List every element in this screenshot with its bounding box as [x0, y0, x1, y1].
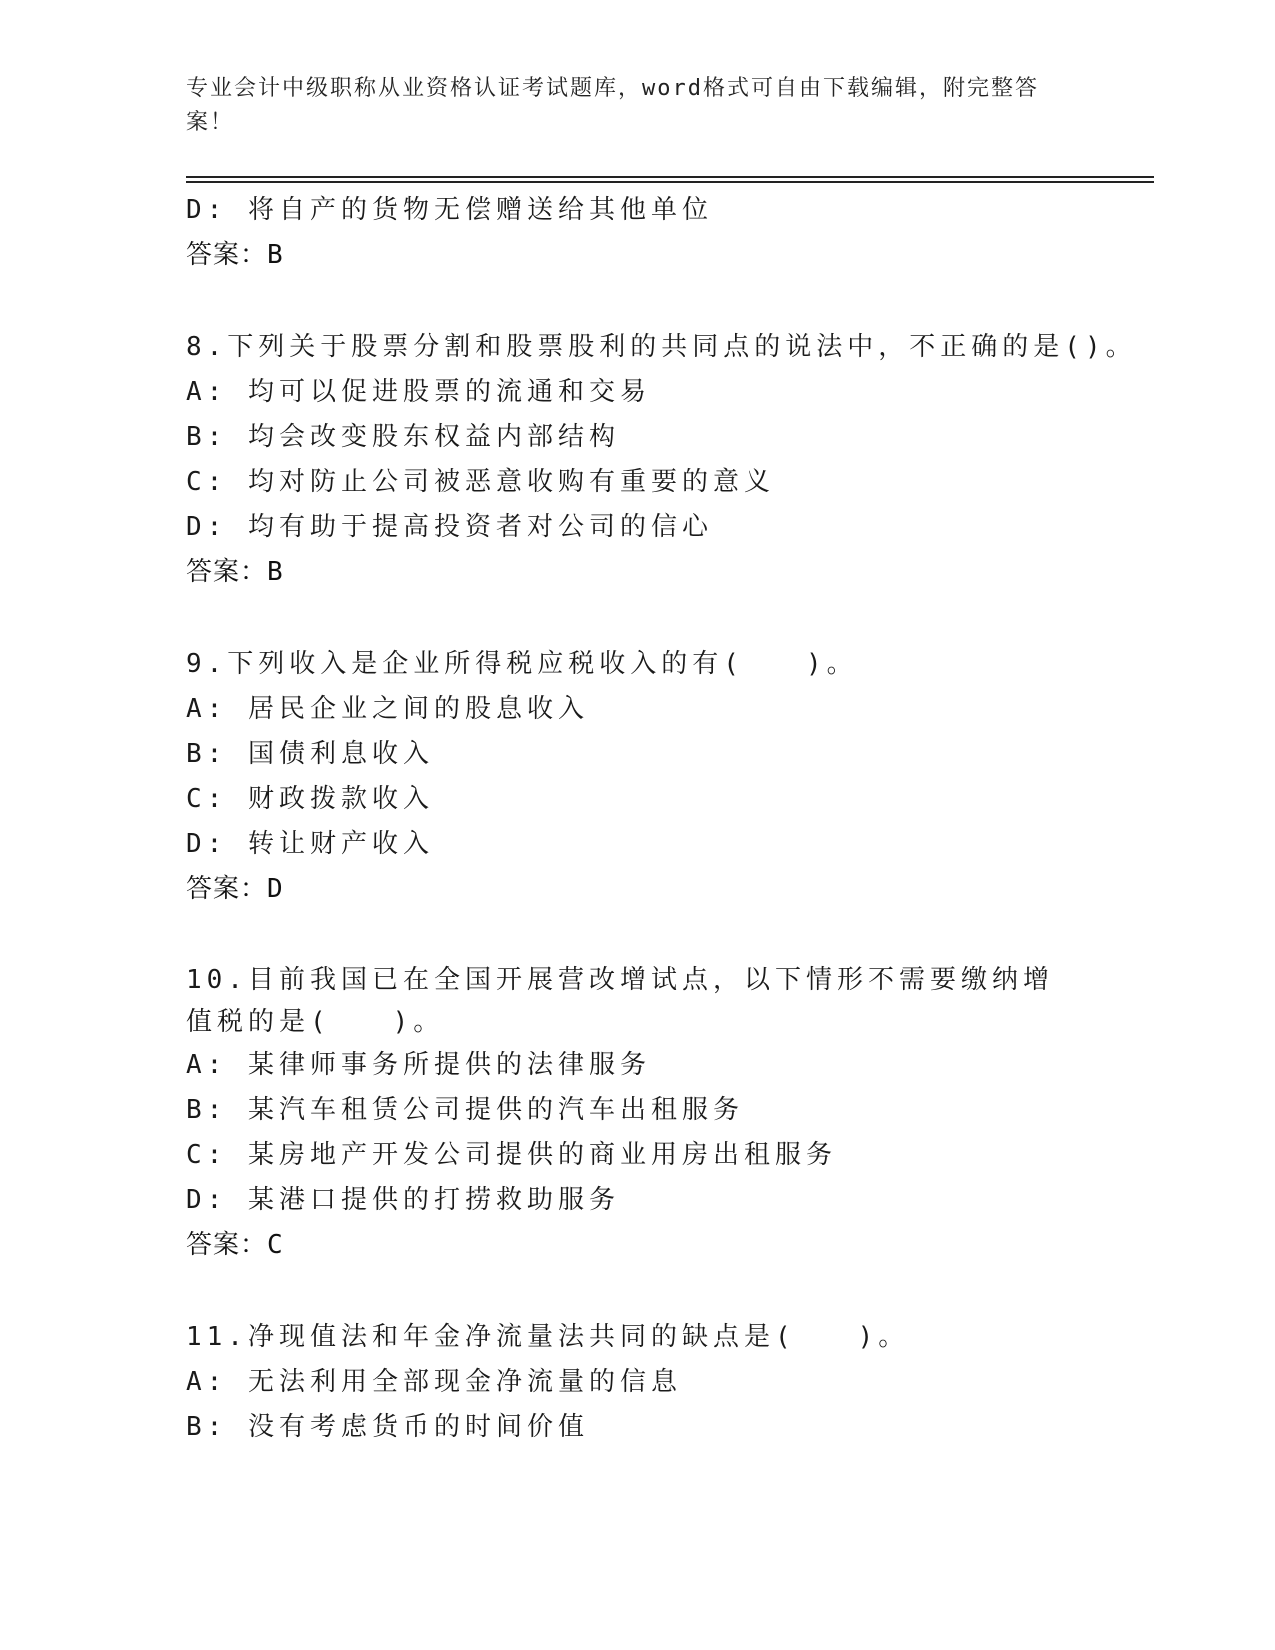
answer-line: [186, 550, 1146, 595]
answer-label: 答案：: [186, 240, 268, 270]
option-a: A: 无法利用全部现金净流量的信息: [186, 1367, 682, 1397]
option-d: D: 某港口提供的打捞救助服务: [186, 1185, 620, 1215]
page-header: 专业会计中级职称从业资格认证考试题库，word格式可自由下载编辑，附完整答案！: [186, 76, 1039, 135]
answer-value: D: [267, 874, 284, 904]
answer-label: 答案：: [186, 1230, 268, 1260]
question-9: [186, 642, 1146, 912]
option-b: B: 某汽车租赁公司提供的汽车出租服务: [186, 1095, 744, 1125]
option-b: B: 均会改变股东权益内部结构: [186, 422, 620, 452]
option-d: D: 转让财产收入: [186, 829, 434, 859]
spacer: [186, 1268, 1146, 1315]
question-text: 11.净现值法和年金净流量法共同的缺点是( )。: [186, 1322, 910, 1352]
answer-label: 答案：: [186, 874, 268, 904]
question-text: 8.下列关于股票分割和股票股利的共同点的说法中，不正确的是()。: [186, 332, 1137, 362]
answer-value: B: [267, 240, 284, 270]
question-text: 10.目前我国已在全国开展营改增试点，以下情形不需要缴纳增值税的是( )。: [186, 965, 1054, 1037]
answer-line: [186, 867, 1146, 912]
question-8: [186, 325, 1146, 595]
spacer: [186, 912, 1146, 959]
option-a: A: 居民企业之间的股息收入: [186, 694, 589, 724]
option-a: A: 某律师事务所提供的法律服务: [186, 1050, 651, 1080]
header-divider-top: [186, 176, 1154, 178]
option-d: D: 将自产的货物无偿赠送给其他单位: [186, 195, 713, 225]
option-c: C: 均对防止公司被恶意收购有重要的意义: [186, 467, 775, 497]
answer-value: B: [267, 557, 284, 587]
answer-line: [186, 1223, 1146, 1268]
option-d: D: 均有助于提高投资者对公司的信心: [186, 512, 713, 542]
question-10: [186, 959, 1146, 1268]
answer-value: C: [267, 1230, 284, 1260]
answer-label: 答案：: [186, 557, 268, 587]
option-b: B: 没有考虑货币的时间价值: [186, 1412, 589, 1442]
header-divider-bottom: [186, 181, 1154, 183]
question-content: [186, 188, 1146, 1450]
option-c: C: 某房地产开发公司提供的商业用房出租服务: [186, 1140, 837, 1170]
question-text: 9.下列收入是企业所得税应税收入的有( )。: [186, 649, 858, 679]
option-b: B: 国债利息收入: [186, 739, 434, 769]
option-c: C: 财政拨款收入: [186, 784, 434, 814]
spacer: [186, 278, 1146, 325]
question-11: [186, 1315, 1146, 1450]
answer-line: [186, 233, 1146, 278]
spacer: [186, 595, 1146, 642]
option-a: A: 均可以促进股票的流通和交易: [186, 377, 651, 407]
